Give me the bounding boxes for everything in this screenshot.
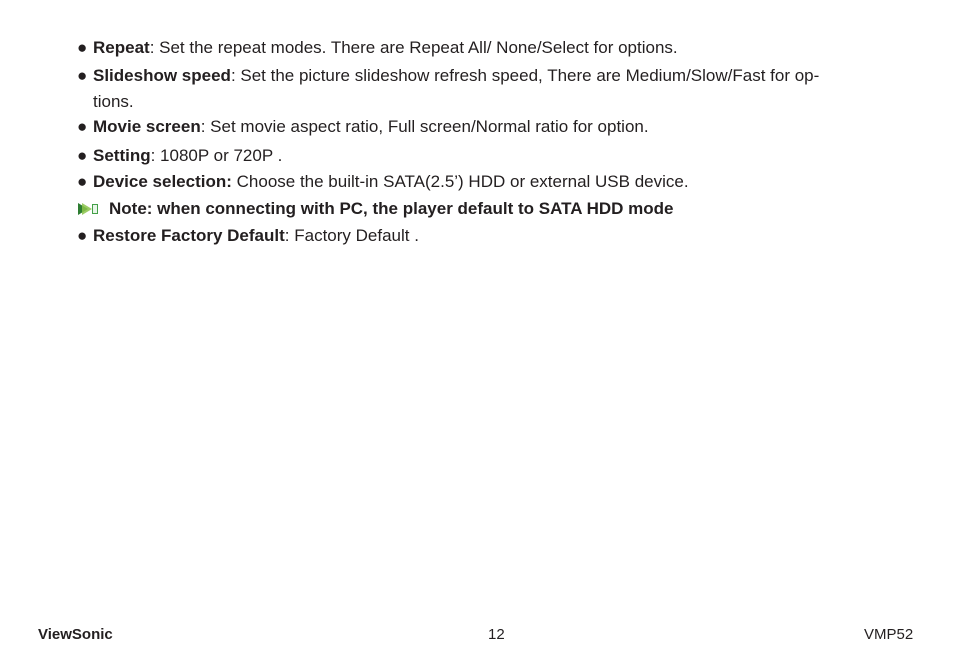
- item-device-selection: [77, 172, 689, 192]
- item-repeat: [77, 38, 678, 58]
- bullet: ●: [77, 66, 88, 85]
- note-text: Note: when connecting with PC, the player default to SATA HDD mode: [109, 199, 674, 218]
- footer-brand: ViewSonic: [38, 626, 113, 643]
- item-term: Setting: [93, 146, 151, 165]
- item-slideshow-speed-continuation: tions.: [93, 92, 134, 111]
- item-setting: [77, 146, 282, 166]
- item-movie-screen: [77, 117, 649, 137]
- footer-page-number: 12: [488, 626, 505, 643]
- item-text: : 1080P or 720P .: [150, 146, 283, 165]
- item-term: Device selection:: [93, 172, 232, 191]
- item-text: : Factory Default .: [284, 226, 419, 245]
- note-icon: [77, 201, 99, 217]
- item-term: Restore Factory Default: [93, 226, 285, 245]
- item-text: : Set the repeat modes. There are Repeat All/ None/Select for options.: [149, 38, 678, 57]
- item-text: : Set the picture slideshow refresh speed, There are Medium/Slow/Fast for op-: [230, 66, 820, 85]
- item-term: Slideshow speed: [93, 66, 231, 85]
- bullet: ●: [77, 146, 88, 165]
- item-slideshow-speed: [77, 66, 819, 86]
- footer-model: VMP52: [864, 626, 914, 643]
- item-text: Choose the built-in SATA(2.5’) HDD or external USB device.: [231, 172, 689, 191]
- bullet: ●: [77, 38, 88, 57]
- note: [77, 199, 674, 219]
- item-term: Movie screen: [93, 117, 201, 136]
- item-term: Repeat: [93, 38, 150, 57]
- bullet: ●: [77, 172, 88, 191]
- item-restore-factory-default: [77, 226, 419, 246]
- item-text: : Set movie aspect ratio, Full screen/Normal ratio for option.: [200, 117, 649, 136]
- bullet: ●: [77, 226, 88, 245]
- bullet: ●: [77, 117, 88, 136]
